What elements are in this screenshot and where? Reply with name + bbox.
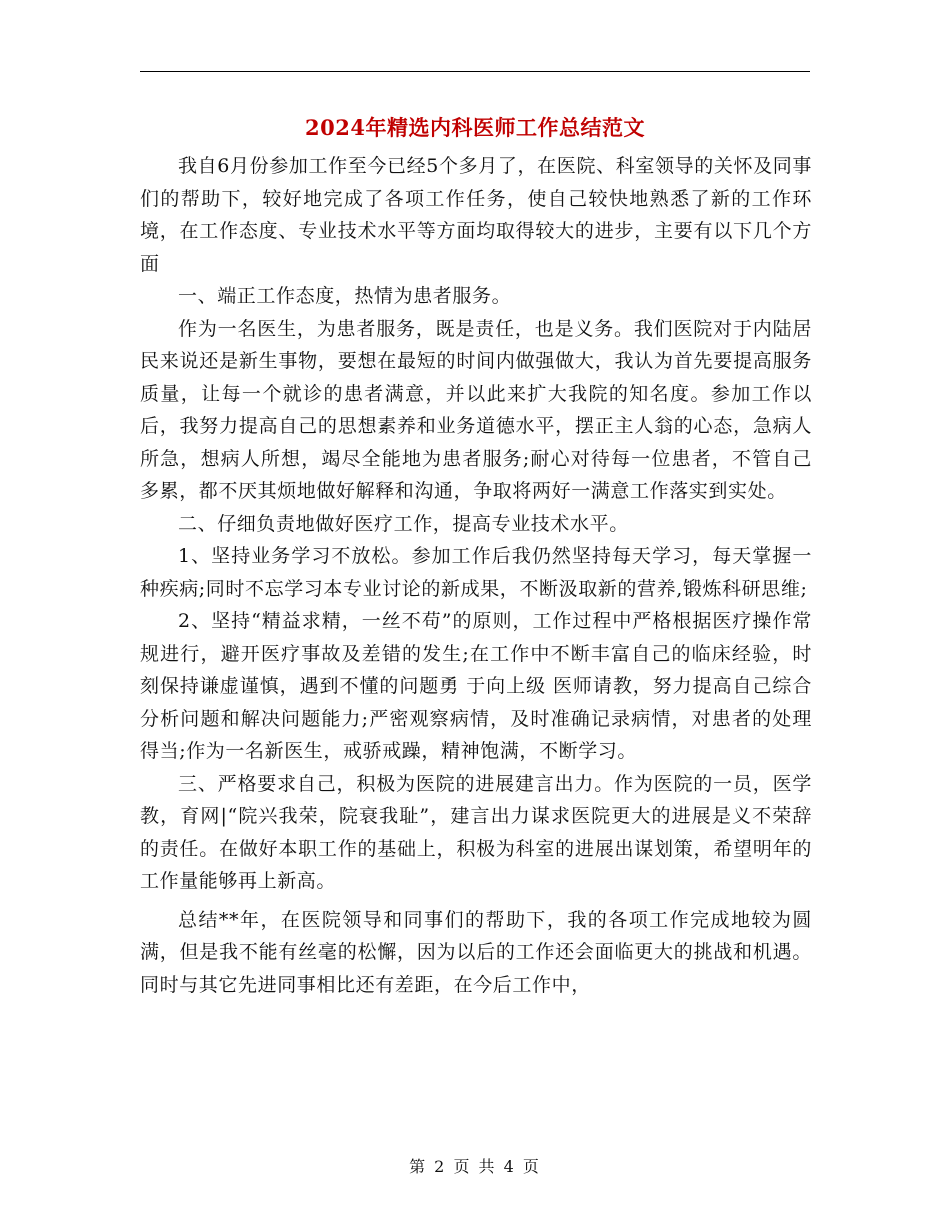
paragraph-study: 1、坚持业务学习不放松。参加工作后我仍然坚持每天学习，每天掌握一种疾病;同时不忘学习本专业讨论的新成果，不断汲取新的营养,锻炼科研思维; [140,545,812,600]
page-number-footer: 第 2 页 共 4 页 [409,1157,541,1176]
header-rule [140,71,810,72]
document-body [140,150,812,1001]
document-title: 2024年精选内科医师工作总结范文 [305,115,645,140]
paragraph-service: 作为一名医生，为患者服务，既是责任，也是义务。我们医院对于内陆居民来说还是新生事物，要想在最短的时间内做强做大，我认为首先要提高服务质量，让每一个就诊的患者满意，并以此来扩大我院的知名度。参加工作以后，我努力提高自己的思想素养和业务道德水平，摆正主人翁的心态，急病人所急，想病人所想，竭尽全能地为患者服务;耐心对待每一位患者，不管自己多累，都不厌其烦地做好解释和沟通，争取将两好一满意工作落实到实处。 [140,317,812,502]
paragraph-development: 三、严格要求自己，积极为医院的进展建言出力。作为医院的一员，医学教，育网|“院兴我荣，院衰我耻”，建言出力谋求医院更大的进展是义不荣辞的责任。在做好本职工作的基础上，积极为科室的进展出谋划策，希望明年的工作量能够再上新高。 [140,772,812,892]
paragraph-intro: 我自6月份参加工作至今已经5个多月了，在医院、科室领导的关怀及同事们的帮助下，较好地完成了各项工作任务，使自己较快地熟悉了新的工作环境，在工作态度、专业技术水平等方面均取得较大的进步，主要有以下几个方面 [140,155,812,275]
paragraph-summary: 总结**年，在医院领导和同事们的帮助下，我的各项工作完成地较为圆满，但是我不能有丝毫的松懈，因为以后的工作还会面临更大的挑战和机遇。同时与其它先进同事相比还有差距，在今后工作中， [140,908,812,996]
section-heading-2: 二、仔细负责地做好医疗工作，提高专业技术水平。 [178,512,629,535]
paragraph-principle: 2、坚持“精益求精，一丝不苟”的原则，工作过程中严格根据医疗操作常规进行，避开医疗事故及差错的发生;在工作中不断丰富自己的临床经验，时刻保持谦虚谨慎，遇到不懂的问题勇 于向上级 医师请教，努力提高自己综合分析问题和解决问题能力;严密观察病情，及时准确记录病情，对患者的处理得当;作为一名新医生，戒骄戒躁，精神饱满，不断学习。 [140,610,812,762]
section-heading-1: 一、端正工作态度，热情为患者服务。 [178,285,512,307]
